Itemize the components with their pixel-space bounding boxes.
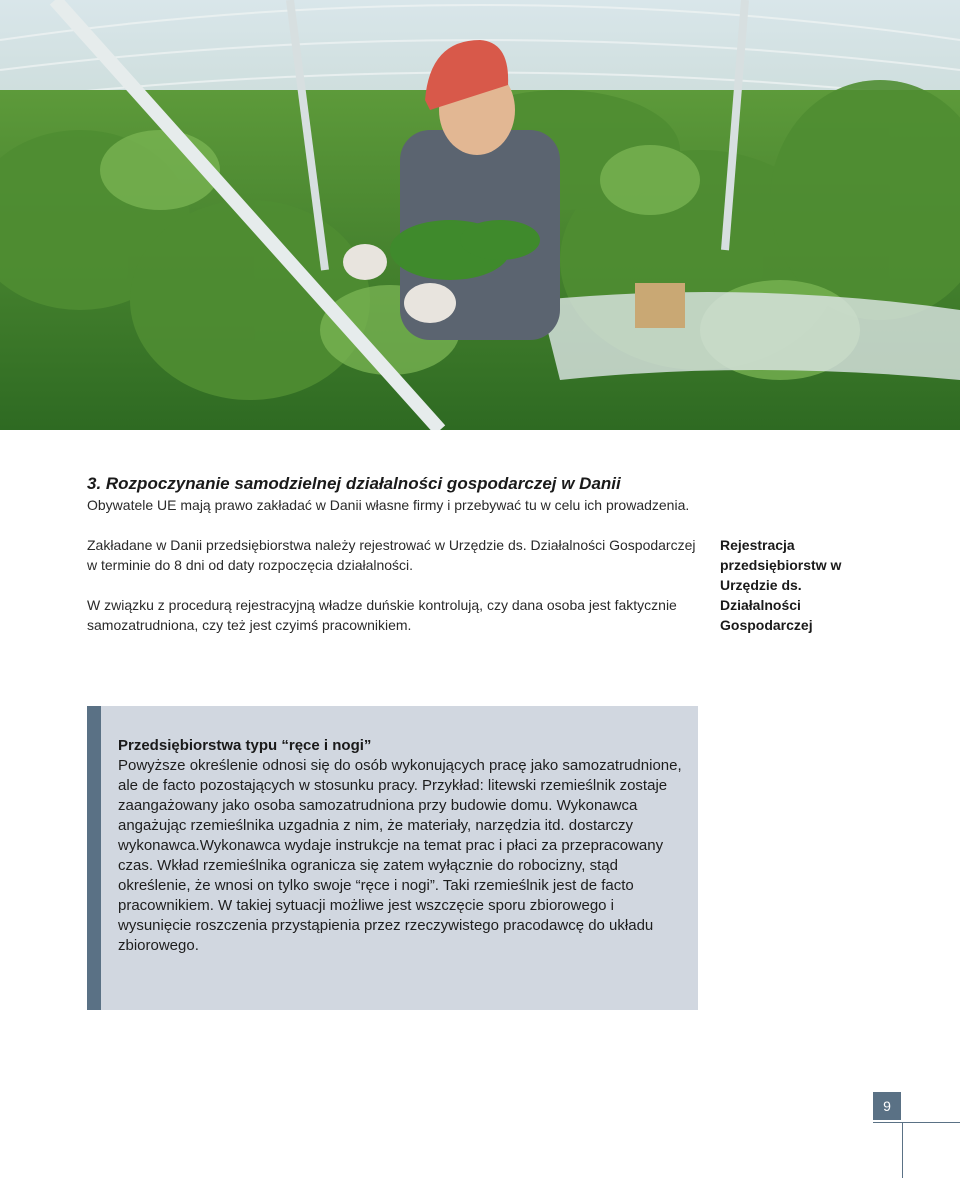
page-rule-vertical <box>902 1122 903 1178</box>
body-paragraph-registration: Zakładane w Danii przedsiębiorstwa należy rejestrować w Urzędzie ds. Działalności Gospodarczej w terminie do 8 dni od daty rozpoczęcia działalności. <box>87 537 696 573</box>
info-box-accent-bar <box>87 706 101 1010</box>
section-title: 3. Rozpoczynanie samodzielnej działalności gospodarczej w Danii <box>87 474 621 493</box>
page-rule-horizontal <box>873 1122 960 1123</box>
sidebar-heading: Rejestracja przedsiębiorstw w Urzędzie ds. Działalności Gospodarczej <box>720 537 842 633</box>
info-box-title: Przedsiębiorstwa typu “ręce i nogi” <box>118 737 372 754</box>
info-box <box>87 706 698 1010</box>
body-paragraph-verification: W związku z procedurą rejestracyjną władze duńskie kontrolują, czy dana osoba jest faktycznie samozatrudniona, czy też jest czyimś pracownikiem. <box>87 597 677 633</box>
greenhouse-photo <box>0 0 960 430</box>
page-number: 9 <box>873 1092 901 1120</box>
section-intro: Obywatele UE mają prawo zakładać w Danii własne firmy i przebywać tu w celu ich prowadzenia. <box>87 497 690 513</box>
info-box-text: Powyższe określenie odnosi się do osób wykonujących pracę jako samozatrudnione, ale de facto pozostających w stosunku pracy. Przykład: litewski rzemieślnik zostaje zaangażowany jako osoba samozatrudniona przy budowie domu. Wykonawca angażując rzemieślnika uzgadnia z nim, że materiały, narzędzia itd. dostarczy wykonawca.Wykonawca wydaje instrukcje na temat prac i płaci za przepracowany czas. Wkład rzemieślnika ogranicza się zatem wyłącznie do robocizny, stąd określenie, że wnosi on tylko swoje “ręce i nogi”. Taki rzemieślnik jest de facto pracownikiem. W takiej sytuacji możliwe jest wszczęcie sporu zbiorowego i wysunięcie roszczenia przystąpienia przez rzeczywistego pracodawcę do układu zbiorowego. <box>118 757 682 954</box>
